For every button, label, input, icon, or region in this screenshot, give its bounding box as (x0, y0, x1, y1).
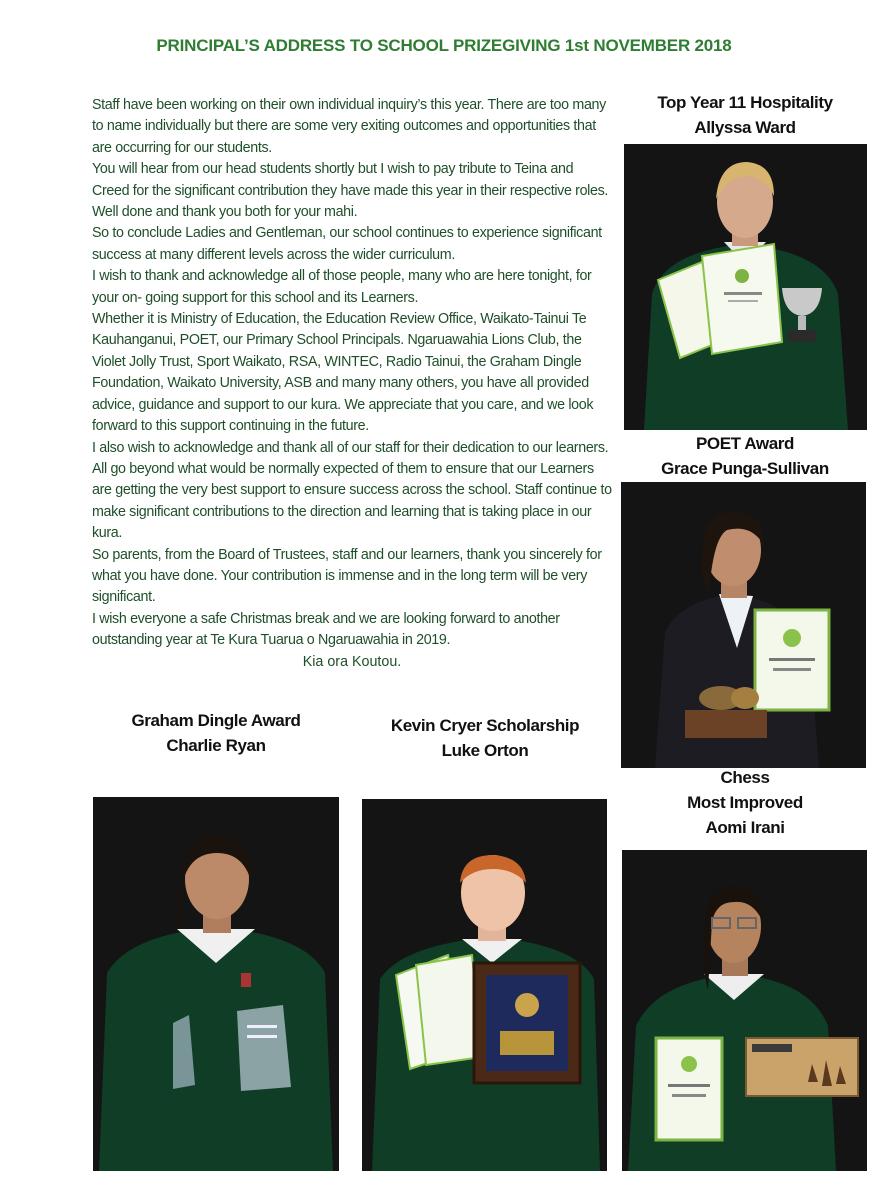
award-title: Top Year 11 Hospitality (657, 93, 833, 112)
address-paragraph: So parents, from the Board of Trustees, staff and our learners, thank you sincerely for what you have done. Your contribution is immense and in the long term will be very significant. (92, 546, 602, 606)
address-paragraph: Staff have been working on their own individual inquiry’s this year. There are too many to name individually but there are some very exiting outcomes and opportunities that are occurring for our students. (92, 97, 606, 156)
award-category: Chess (720, 768, 770, 787)
photo-aomi-irani (622, 850, 867, 1171)
address-paragraph: Whether it is Ministry of Education, the Education Review Office, Waikato-Tainui Te Kauhanganui, POET, our Primary School Principals. Ngaruawahia Lions Club, the Violet Jolly Trust, Sport Waikato, RSA, WINTEC, Radio Tainui, the Graham Dingle Foundation, Waikato University, ASB and many many others, you have all provided advice, guidance and support to our kura. We appreciate that you care, and we look forward to this support continuing in the future. (92, 311, 594, 435)
award-caption-chess (622, 765, 868, 840)
award-caption-hospitality (622, 90, 868, 140)
award-recipient: Allyssa Ward (694, 118, 796, 137)
award-recipient: Grace Punga-Sullivan (661, 459, 829, 478)
photo-luke-orton (362, 799, 607, 1171)
photo-grace-punga-sullivan (621, 482, 866, 768)
address-closing: Kia ora Koutou. (302, 654, 402, 670)
page-title: PRINCIPAL’S ADDRESS TO SCHOOL PRIZEGIVING 1st NOVEMBER 2018 (156, 36, 732, 55)
award-title: POET Award (695, 434, 795, 453)
award-title: Most Improved (687, 793, 803, 812)
award-recipient: Charlie Ryan (166, 736, 266, 755)
award-recipient: Luke Orton (441, 741, 529, 760)
photo-charlie-ryan (93, 797, 339, 1171)
award-caption-poet (622, 431, 868, 481)
photo-allyssa-ward (624, 144, 867, 430)
award-title: Kevin Cryer Scholarship (390, 716, 580, 735)
award-caption-cryer (362, 713, 608, 763)
address-paragraph: I wish everyone a safe Christmas break and we are looking forward to another outstanding year at Te Kura Tuarua o Ngaruawahia in 2019. (92, 610, 560, 649)
address-paragraph: You will hear from our head students shortly but I wish to pay tribute to Teina and Creed for the significant contribution they have made this year in their respective roles. Well done and thank you both for your mahi. (92, 161, 609, 221)
award-title: Graham Dingle Award (131, 711, 301, 730)
address-paragraph: I also wish to acknowledge and thank all of our staff for their dedication to our learners. All go beyond what would be normally expected of them to ensure that our Learners are getting the very best support to ensure success across the school. Staff continue to make significant contributions to the direction and learning that is taking place in our kura. (92, 439, 612, 542)
award-recipient: Aomi Irani (705, 818, 785, 837)
principal-address (92, 95, 612, 652)
address-paragraph: I wish to thank and acknowledge all of those people, many who are here tonight, for your on- going support for this school and its Learners. (92, 268, 592, 306)
address-paragraph: So to conclude Ladies and Gentleman, our school continues to experience significant success at many different levels across the wider curriculum. (92, 225, 602, 263)
award-caption-dingle (93, 708, 339, 758)
